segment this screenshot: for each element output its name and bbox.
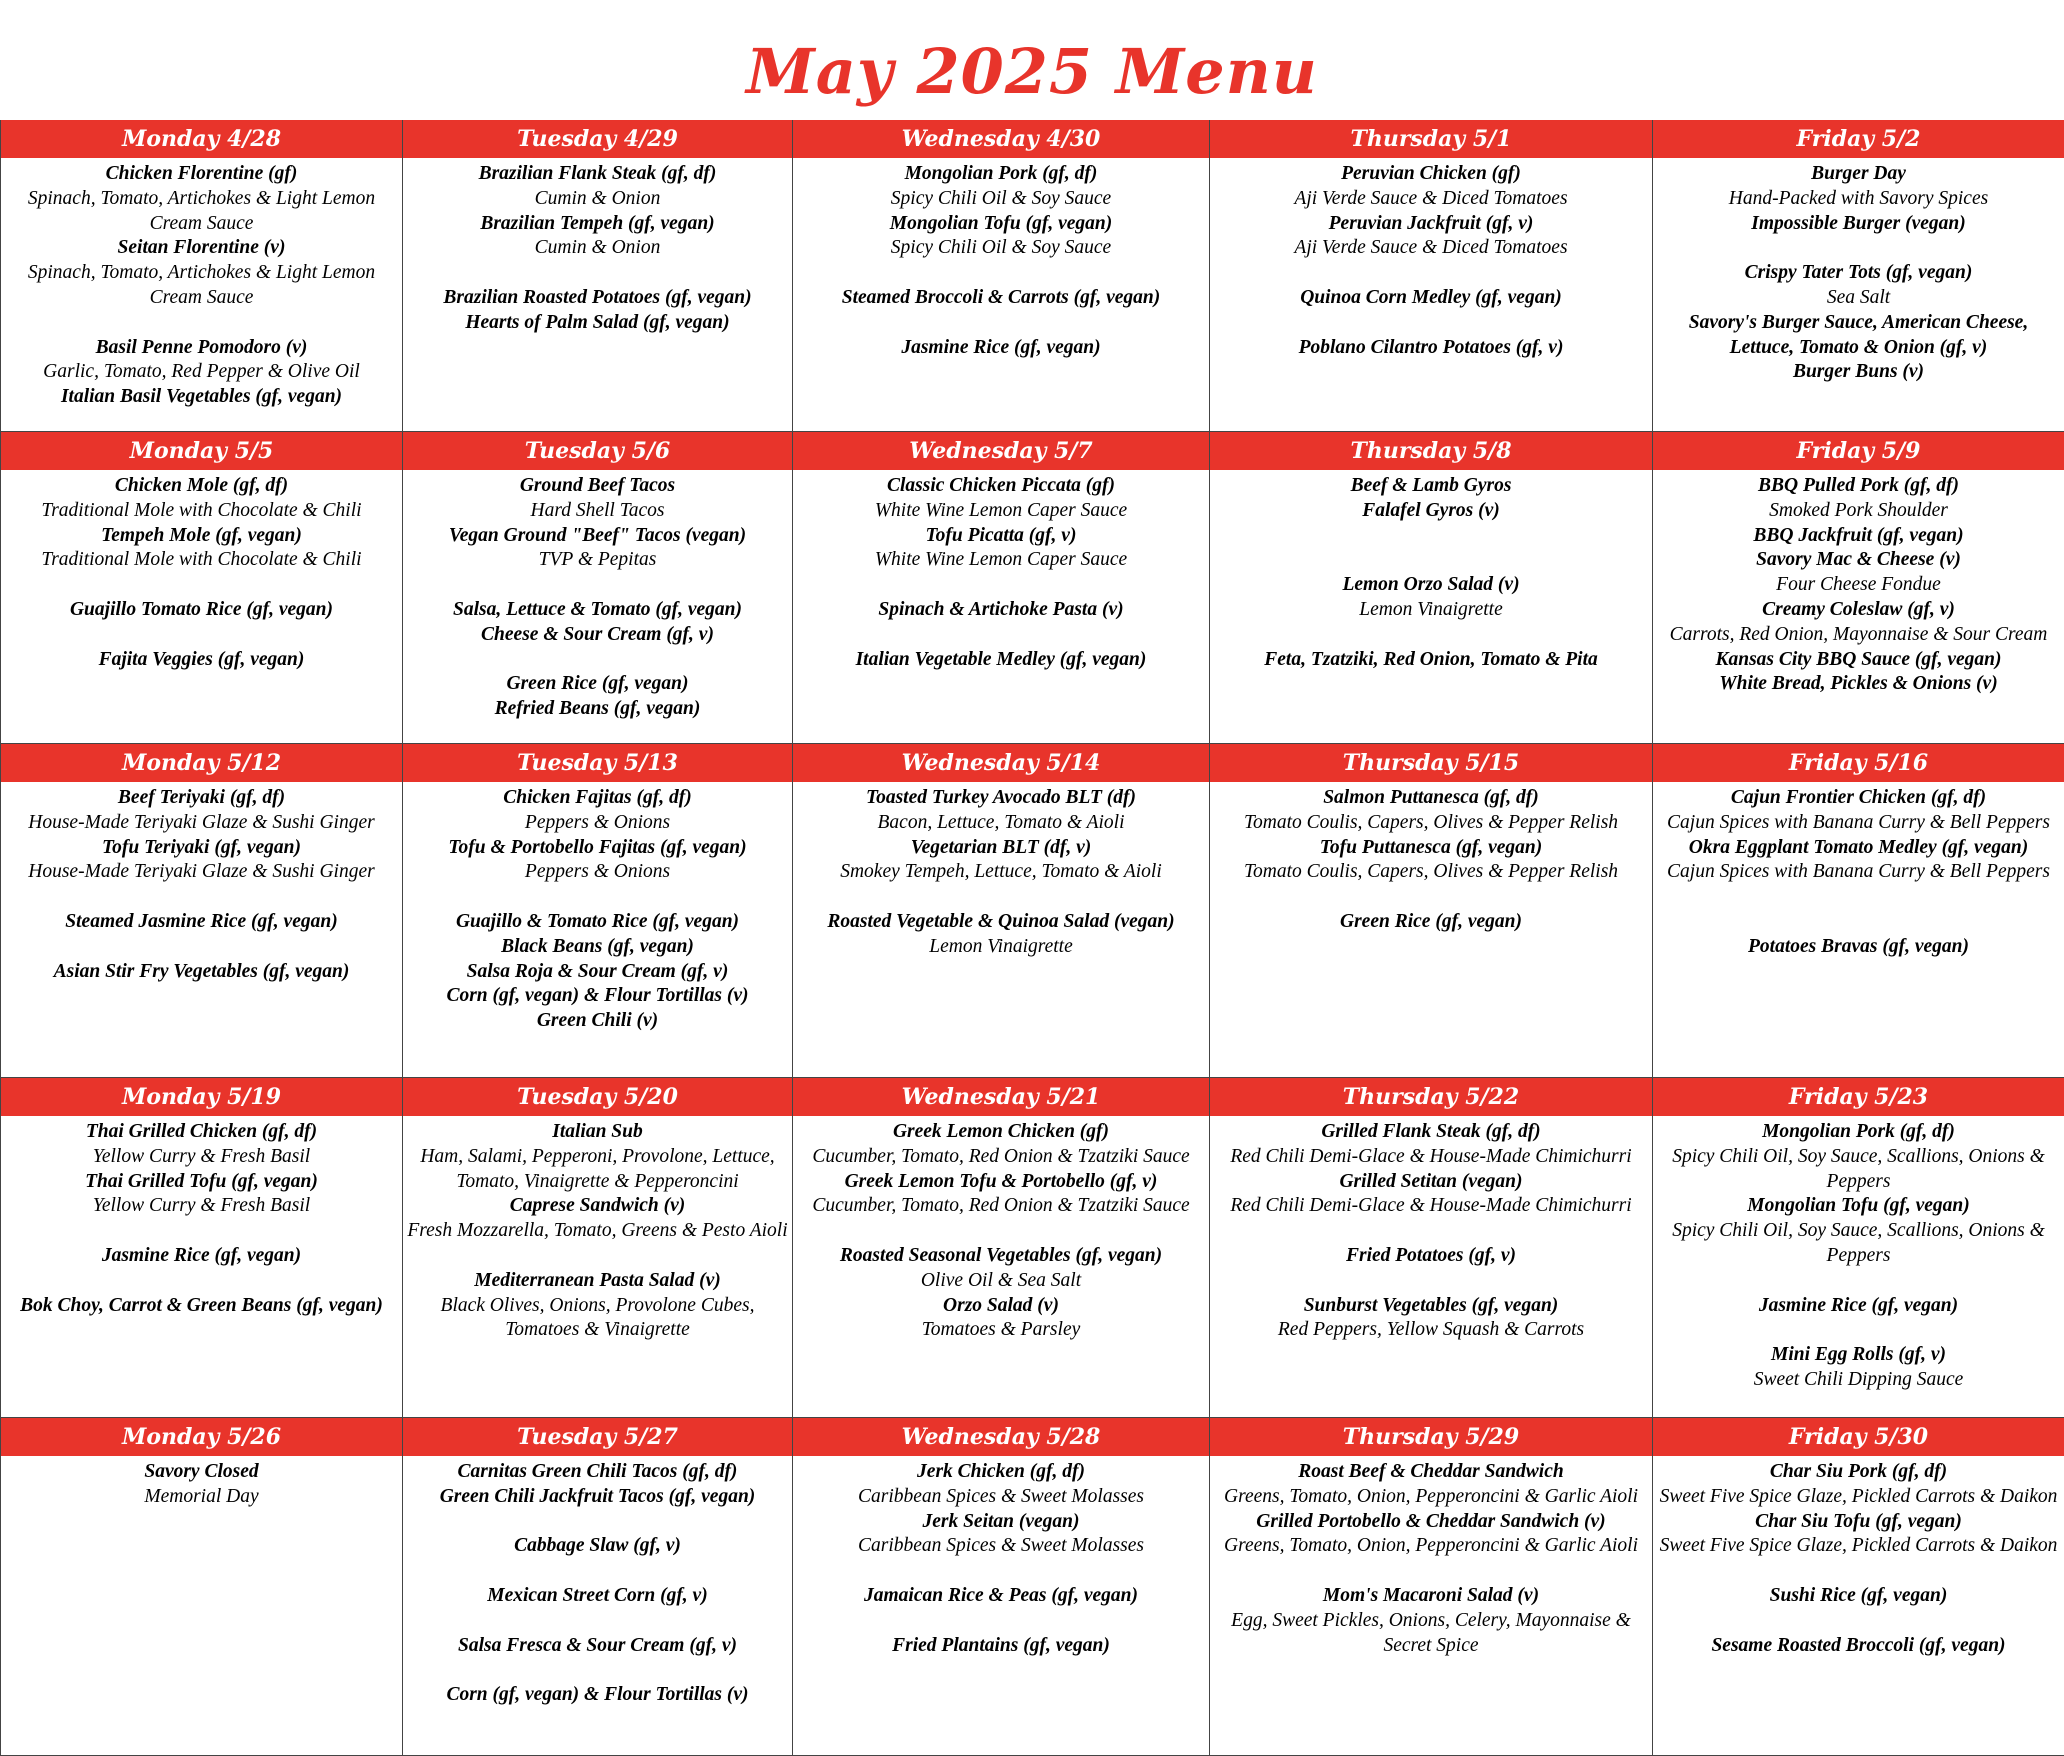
menu-item-description: Greens, Tomato, Onion, Pepperoncini & Garlic Aioli (1224, 1485, 1638, 1507)
day-cell (1653, 432, 2064, 744)
menu-item-name: Tofu Teriyaki (gf, vegan) (102, 836, 301, 858)
menu-item-name: Chicken Florentine (gf) (105, 163, 298, 184)
day-header: Thursday 5/29 (1210, 1418, 1652, 1456)
menu-item-description: Bacon, Lettuce, Tomato & Aioli (877, 811, 1125, 833)
menu-item-name: Creamy Coleslaw (gf, v) (1762, 598, 1955, 620)
spacer-line (407, 261, 788, 286)
menu-item-name: Italian Vegetable Medley (gf, vegan) (855, 648, 1147, 670)
menu-item-name: Guajillo & Tomato Rice (gf, vegan) (455, 910, 740, 932)
spacer-line (1657, 1559, 2060, 1584)
menu-item-description: White Wine Lemon Caper Sauce (874, 549, 1128, 571)
menu-item-description: Ham, Salami, Pepperoni, Provolone, Lettuce, Tomato, Vinaigrette & Pepperoncini (420, 1145, 775, 1192)
menu-item-name: Roasted Seasonal Vegetables (gf, vegan) (839, 1244, 1163, 1266)
menu-item-name: Bok Choy, Carrot & Green Beans (gf, vegan) (20, 1294, 383, 1316)
day-header: Wednesday 4/30 (793, 120, 1209, 158)
menu-item-name: Salmon Puttanesca (gf, df) (1323, 787, 1539, 808)
day-header: Thursday 5/8 (1210, 432, 1652, 470)
menu-item-name: Carnitas Green Chili Tacos (gf, df) (457, 1461, 738, 1482)
day-cell (793, 1078, 1210, 1418)
menu-items (1210, 782, 1652, 941)
day-header: Tuesday 5/27 (403, 1418, 792, 1456)
menu-items (1653, 782, 2064, 966)
menu-item-name: Classic Chicken Piccata (gf) (886, 475, 1115, 496)
menu-items (1653, 1456, 2064, 1664)
menu-item-name: Mediterranean Pasta Salad (v) (474, 1269, 721, 1291)
menu-item-description: Yellow Curry & Fresh Basil (92, 1195, 311, 1217)
menu-items (403, 1456, 792, 1714)
day-cell (1210, 1418, 1653, 1756)
menu-items (793, 1116, 1209, 1349)
menu-item-name: Tofu Picatta (gf, v) (925, 524, 1077, 546)
spacer-line (797, 311, 1205, 336)
menu-item-name: Jasmine Rice (gf, vegan) (1758, 1294, 1959, 1316)
menu-item-name: Cajun Frontier Chicken (gf, df) (1730, 787, 1987, 808)
menu-item-description: Cucumber, Tomato, Red Onion & Tzatziki Sauce (812, 1145, 1190, 1167)
spacer-line (1214, 623, 1648, 648)
menu-item-name: Burger Buns (v) (1792, 361, 1925, 383)
spacer-line (5, 885, 398, 910)
menu-item-description: Olive Oil & Sea Salt (920, 1269, 1082, 1291)
day-header: Friday 5/23 (1653, 1078, 2064, 1116)
menu-item-name: Grilled Setitan (vegan) (1339, 1170, 1523, 1192)
spacer-line (407, 1559, 788, 1584)
menu-item-name: Mexican Street Corn (gf, v) (487, 1584, 708, 1606)
menu-item-description: Hand-Packed with Savory Spices (1728, 187, 1989, 209)
menu-item-description: Memorial Day (144, 1485, 259, 1507)
menu-item-description: Cumin & Onion (534, 237, 661, 259)
menu-item-name: Jamaican Rice & Peas (gf, vegan) (863, 1584, 1139, 1606)
spacer-line (5, 935, 398, 960)
menu-item-description: Garlic, Tomato, Red Pepper & Olive Oil (43, 361, 360, 383)
menu-item-name: Greek Lemon Chicken (gf) (892, 1121, 1110, 1142)
menu-item-description: Aji Verde Sauce & Diced Tomatoes (1294, 237, 1568, 259)
day-header: Friday 5/30 (1653, 1418, 2064, 1456)
menu-items (793, 782, 1209, 966)
menu-item-name: Brazilian Roasted Potatoes (gf, vegan) (443, 286, 752, 308)
day-header: Tuesday 4/29 (403, 120, 792, 158)
menu-item-name: Char Siu Pork (gf, df) (1769, 1461, 1948, 1482)
menu-item-name: Black Beans (gf, vegan) (501, 935, 694, 957)
spacer-line (5, 1269, 398, 1294)
spacer-line (797, 261, 1205, 286)
menu-item-name: Tempeh Mole (gf, vegan) (101, 524, 302, 546)
menu-items (1, 158, 402, 416)
menu-item-name: Kansas City BBQ Sauce (gf, vegan) (1715, 648, 2002, 670)
menu-item-name: Okra Eggplant Tomato Medley (gf, vegan) (1688, 836, 2029, 858)
menu-item-description: Yellow Curry & Fresh Basil (92, 1145, 311, 1167)
menu-items (1, 470, 402, 678)
menu-item-name: Vegan Ground "Beef" Tacos (vegan) (448, 524, 747, 546)
day-header: Tuesday 5/6 (403, 432, 792, 470)
menu-item-name: Brazilian Flank Steak (gf, df) (478, 163, 717, 184)
day-cell (1653, 1078, 2064, 1418)
menu-item-description: Spicy Chili Oil, Soy Sauce, Scallions, Onions & Peppers (1672, 1220, 2045, 1266)
menu-item-name: Savory's Burger Sauce, American Cheese, Lettuce, Tomato & Onion (gf, v) (1688, 311, 2029, 358)
menu-item-description: Caribbean Spices & Sweet Molasses (858, 1535, 1144, 1557)
spacer-line (5, 311, 398, 336)
menu-item-name: Sunburst Vegetables (gf, vegan) (1303, 1294, 1559, 1316)
menu-item-name: Thai Grilled Chicken (gf, df) (85, 1121, 318, 1142)
spacer-line (797, 1219, 1205, 1244)
menu-item-name: Fried Plantains (gf, vegan) (892, 1634, 1110, 1656)
menu-item-description: Tomato Coulis, Capers, Olives & Pepper Relish (1243, 861, 1619, 883)
menu-items (1653, 1116, 2064, 1399)
day-cell (1210, 1078, 1653, 1418)
menu-item-description: Peppers & Onions (524, 861, 671, 883)
menu-item-name: Cheese & Sour Cream (gf, v) (481, 623, 714, 645)
menu-item-name: Salsa Fresca & Sour Cream (gf, v) (458, 1634, 737, 1656)
menu-item-description: House-Made Teriyaki Glaze & Sushi Ginger (28, 811, 375, 833)
day-header: Thursday 5/15 (1210, 744, 1652, 782)
spacer-line (797, 1609, 1205, 1634)
menu-item-name: Cabbage Slaw (gf, v) (514, 1535, 681, 1557)
day-cell (1, 744, 403, 1078)
day-header: Friday 5/2 (1653, 120, 2064, 158)
menu-item-name: Mongolian Tofu (gf, vegan) (889, 212, 1113, 234)
menu-item-name: Sushi Rice (gf, vegan) (1769, 1584, 1948, 1606)
menu-item-name: Feta, Tzatziki, Red Onion, Tomato & Pita (1264, 648, 1598, 670)
menu-item-name: Mongolian Tofu (gf, vegan) (1747, 1195, 1970, 1217)
menu-item-name: Tofu & Portobello Fajitas (gf, vegan) (448, 836, 747, 858)
day-cell (403, 1078, 793, 1418)
menu-item-description: Spinach, Tomato, Artichokes & Light Lemon Cream Sauce (27, 187, 376, 234)
menu-item-name: Jasmine Rice (gf, vegan) (101, 1244, 302, 1266)
menu-item-name: Fajita Veggies (gf, vegan) (98, 648, 305, 670)
day-header: Monday 5/12 (1, 744, 402, 782)
spacer-line (797, 885, 1205, 910)
menu-item-description: Sweet Five Spice Glaze, Pickled Carrots & Daikon (1659, 1535, 2058, 1557)
day-cell (1653, 120, 2064, 432)
menu-item-description: Smoked Pork Shoulder (1769, 499, 1948, 521)
day-cell (1, 432, 403, 744)
menu-items (793, 158, 1209, 366)
menu-item-description: Red Peppers, Yellow Squash & Carrots (1277, 1319, 1585, 1341)
menu-item-name: Mongolian Pork (gf, df) (904, 163, 1098, 184)
spacer-line (797, 1559, 1205, 1584)
menu-item-description: Cajun Spices with Banana Curry & Bell Peppers (1667, 811, 2050, 833)
spacer-line (5, 623, 398, 648)
spacer-line (1214, 548, 1648, 573)
spacer-line (1657, 1609, 2060, 1634)
day-header: Wednesday 5/14 (793, 744, 1209, 782)
menu-item-name: Hearts of Palm Salad (gf, vegan) (465, 311, 730, 333)
menu-item-description: Sweet Chili Dipping Sauce (1753, 1368, 1964, 1390)
day-cell (1210, 744, 1653, 1078)
menu-item-description: Spinach, Tomato, Artichokes & Light Lemon Cream Sauce (27, 262, 376, 308)
menu-item-name: Impossible Burger (vegan) (1751, 212, 1966, 234)
day-cell (403, 1418, 793, 1756)
menu-item-name: Jerk Seitan (vegan) (922, 1510, 1080, 1532)
menu-item-name: Grilled Portobello & Cheddar Sandwich (v) (1256, 1510, 1606, 1532)
menu-item-description: Traditional Mole with Chocolate & Chili (41, 549, 362, 571)
menu-item-description: Spicy Chili Oil & Soy Sauce (890, 237, 1112, 259)
spacer-line (407, 885, 788, 910)
menu-item-name: Savory Closed (144, 1461, 259, 1482)
spacer-line (407, 573, 788, 598)
menu-item-name: Mini Egg Rolls (gf, v) (1771, 1344, 1946, 1366)
menu-item-name: Lemon Orzo Salad (v) (1342, 574, 1520, 596)
menu-item-name: Green Rice (gf, vegan) (506, 673, 689, 695)
menu-items (793, 470, 1209, 678)
menu-item-name: Orzo Salad (v) (943, 1294, 1059, 1316)
menu-item-name: Ground Beef Tacos (519, 475, 676, 496)
menu-items (1, 1116, 402, 1324)
spacer-line (5, 573, 398, 598)
spacer-line (407, 1510, 788, 1535)
menu-item-description: Cajun Spices with Banana Curry & Bell Peppers (1667, 861, 2050, 883)
menu-item-description: Sweet Five Spice Glaze, Pickled Carrots & Daikon (1659, 1485, 2058, 1507)
menu-item-name: Corn (gf, vegan) & Flour Tortillas (v) (446, 985, 749, 1007)
menu-item-description: Carrots, Red Onion, Mayonnaise & Sour Cream (1669, 623, 2048, 645)
menu-item-description: Lemon Vinaigrette (929, 935, 1073, 957)
menu-item-description: Fresh Mozzarella, Tomato, Greens & Pesto Aioli (407, 1220, 788, 1242)
menu-item-name: Fried Potatoes (gf, v) (1345, 1244, 1517, 1266)
menu-item-description: Tomato Coulis, Capers, Olives & Pepper Relish (1243, 811, 1619, 833)
menu-item-name: Green Chili Jackfruit Tacos (gf, vegan) (439, 1485, 756, 1507)
menu-items (1210, 1116, 1652, 1349)
menu-item-description: White Wine Lemon Caper Sauce (874, 499, 1128, 521)
menu-item-name: Potatoes Bravas (gf, vegan) (1748, 935, 1969, 957)
day-cell (1653, 744, 2064, 1078)
day-header: Monday 5/5 (1, 432, 402, 470)
menu-item-name: Greek Lemon Tofu & Portobello (gf, v) (844, 1170, 1158, 1192)
menu-item-name: Jerk Chicken (gf, df) (917, 1461, 1085, 1482)
day-cell (403, 744, 793, 1078)
menu-item-name: Grilled Flank Steak (gf, df) (1321, 1121, 1541, 1142)
menu-item-description: Cucumber, Tomato, Red Onion & Tzatziki Sauce (812, 1195, 1190, 1217)
spacer-line (407, 1609, 788, 1634)
menu-item-description: TVP & Pepitas (538, 549, 657, 571)
day-header: Friday 5/16 (1653, 744, 2064, 782)
spacer-line (1214, 885, 1648, 910)
menu-item-description: Smokey Tempeh, Lettuce, Tomato & Aioli (840, 861, 1162, 883)
menu-item-name: Corn (gf, vegan) & Flour Tortillas (v) (446, 1684, 749, 1706)
day-cell (1210, 120, 1653, 432)
menu-item-name: Salsa Roja & Sour Cream (gf, v) (466, 960, 729, 982)
spacer-line (1657, 1318, 2060, 1343)
spacer-line (407, 648, 788, 673)
spacer-line (1214, 1219, 1648, 1244)
day-cell (793, 744, 1210, 1078)
day-header: Thursday 5/22 (1210, 1078, 1652, 1116)
day-cell (793, 120, 1210, 432)
spacer-line (407, 1244, 788, 1269)
menu-items (1653, 470, 2064, 703)
day-cell (793, 432, 1210, 744)
menu-item-name: Sesame Roasted Broccoli (gf, vegan) (1711, 1634, 2006, 1656)
menu-calendar-grid (0, 120, 2064, 1756)
menu-item-name: Seitan Florentine (v) (117, 237, 286, 259)
day-cell (403, 120, 793, 432)
menu-item-name: BBQ Pulled Pork (gf, df) (1758, 475, 1959, 496)
spacer-line (1214, 1559, 1648, 1584)
menu-item-description: Hard Shell Tacos (530, 499, 665, 521)
menu-item-name: Asian Stir Fry Vegetables (gf, vegan) (53, 960, 350, 982)
spacer-line (797, 573, 1205, 598)
day-cell (1653, 1418, 2064, 1756)
day-cell (1, 1078, 403, 1418)
spacer-line (1657, 236, 2060, 261)
day-cell (403, 432, 793, 744)
menu-items (1210, 470, 1652, 678)
menu-items (793, 1456, 1209, 1664)
menu-item-name: Mongolian Pork (gf, df) (1762, 1121, 1955, 1142)
day-header: Tuesday 5/20 (403, 1078, 792, 1116)
menu-item-name: BBQ Jackfruit (gf, vegan) (1753, 524, 1964, 546)
day-header: Monday 5/26 (1, 1418, 402, 1456)
menu-item-name: Steamed Broccoli & Carrots (gf, vegan) (841, 286, 1161, 308)
menu-item-name: Steamed Jasmine Rice (gf, vegan) (65, 910, 338, 932)
menu-item-description: Sea Salt (1826, 286, 1891, 308)
menu-item-description: Black Olives, Onions, Provolone Cubes, Tomatoes & Vinaigrette (440, 1294, 755, 1341)
menu-item-name: Mom's Macaroni Salad (v) (1322, 1584, 1540, 1606)
day-header: Wednesday 5/28 (793, 1418, 1209, 1456)
menu-item-name: Guajillo Tomato Rice (gf, vegan) (69, 598, 334, 620)
menu-item-description: Spicy Chili Oil, Soy Sauce, Scallions, Onions & Peppers (1672, 1145, 2045, 1192)
menu-item-name: Vegetarian BLT (df, v) (910, 836, 1092, 858)
menu-items (1, 1456, 402, 1516)
menu-item-name: Beef & Lamb Gyros (1350, 475, 1512, 496)
menu-item-description: Peppers & Onions (524, 811, 671, 833)
spacer-line (5, 1219, 398, 1244)
menu-items (403, 470, 792, 728)
menu-item-name: Roasted Vegetable & Quinoa Salad (vegan) (827, 910, 1175, 932)
menu-item-description: Spicy Chili Oil & Soy Sauce (890, 187, 1112, 209)
menu-item-name: Char Siu Tofu (gf, vegan) (1755, 1510, 1962, 1532)
menu-item-description: Cumin & Onion (534, 187, 661, 209)
menu-item-name: Refried Beans (gf, vegan) (494, 698, 701, 720)
menu-item-description: Caribbean Spices & Sweet Molasses (858, 1485, 1144, 1507)
menu-item-name: Basil Penne Pomodoro (v) (95, 336, 308, 358)
menu-item-name: Green Rice (gf, vegan) (1340, 910, 1522, 932)
menu-item-name: Green Chili (v) (536, 1010, 659, 1032)
menu-item-name: Brazilian Tempeh (gf, vegan) (480, 212, 715, 234)
menu-item-name: Burger Day (1811, 163, 1906, 184)
menu-item-name: Quinoa Corn Medley (gf, vegan) (1300, 286, 1562, 308)
spacer-line (1214, 524, 1648, 549)
menu-item-name: Spinach & Artichoke Pasta (v) (878, 598, 1124, 620)
menu-items (403, 1116, 792, 1349)
day-header: Wednesday 5/7 (793, 432, 1209, 470)
menu-item-description: Lemon Vinaigrette (1359, 598, 1503, 620)
menu-item-description: Egg, Sweet Pickles, Onions, Celery, Mayonnaise & Secret Spice (1231, 1609, 1631, 1656)
menu-item-name: Chicken Mole (gf, df) (114, 475, 289, 496)
menu-item-description: Traditional Mole with Chocolate & Chili (41, 499, 362, 521)
day-header: Thursday 5/1 (1210, 120, 1652, 158)
menu-items (1, 782, 402, 990)
spacer-line (1657, 1269, 2060, 1294)
spacer-line (1214, 311, 1648, 336)
spacer-line (1657, 885, 2060, 910)
day-header: Wednesday 5/21 (793, 1078, 1209, 1116)
menu-items (403, 158, 792, 342)
menu-item-name: Crispy Tater Tots (gf, vegan) (1744, 262, 1973, 284)
spacer-line (1214, 261, 1648, 286)
menu-item-name: Thai Grilled Tofu (gf, vegan) (85, 1170, 318, 1192)
menu-item-name: Roast Beef & Cheddar Sandwich (1298, 1461, 1564, 1482)
menu-item-description: Four Cheese Fondue (1776, 574, 1941, 596)
menu-item-name: Italian Sub (552, 1121, 643, 1142)
day-header: Tuesday 5/13 (403, 744, 792, 782)
menu-item-name: Poblano Cilantro Potatoes (gf, v) (1298, 336, 1564, 358)
menu-item-name: Tofu Puttanesca (gf, vegan) (1319, 836, 1543, 858)
day-header: Monday 4/28 (1, 120, 402, 158)
menu-item-description: Tomatoes & Parsley (921, 1319, 1081, 1341)
menu-item-name: Peruvian Chicken (gf) (1341, 163, 1521, 184)
menu-item-description: Greens, Tomato, Onion, Pepperoncini & Garlic Aioli (1224, 1535, 1638, 1557)
menu-item-name: Salsa, Lettuce & Tomato (gf, vegan) (452, 598, 743, 620)
menu-item-name: White Bread, Pickles & Onions (v) (1719, 673, 1998, 695)
menu-items (1653, 158, 2064, 391)
menu-items (1210, 1456, 1652, 1664)
page-title: May 2025 Menu (746, 35, 1318, 108)
menu-item-description: House-Made Teriyaki Glaze & Sushi Ginger (28, 861, 375, 883)
menu-item-name: Chicken Fajitas (gf, df) (503, 787, 692, 808)
menu-item-name: Toasted Turkey Avocado BLT (df) (865, 787, 1137, 808)
day-cell (1, 1418, 403, 1756)
menu-item-description: Aji Verde Sauce & Diced Tomatoes (1294, 187, 1568, 209)
menu-items (403, 782, 792, 1040)
day-cell (793, 1418, 1210, 1756)
menu-item-description: Red Chili Demi-Glace & House-Made Chimichurri (1230, 1195, 1632, 1217)
menu-item-name: Beef Teriyaki (gf, df) (117, 787, 286, 808)
spacer-line (1657, 910, 2060, 935)
spacer-line (407, 1658, 788, 1683)
menu-item-name: Peruvian Jackfruit (gf, v) (1328, 212, 1534, 234)
spacer-line (1214, 1269, 1648, 1294)
menu-item-name: Falafel Gyros (v) (1362, 499, 1500, 521)
day-cell (1, 120, 403, 432)
menu-item-name: Savory Mac & Cheese (v) (1756, 549, 1961, 571)
spacer-line (797, 623, 1205, 648)
menu-item-name: Caprese Sandwich (v) (509, 1195, 686, 1217)
day-header: Friday 5/9 (1653, 432, 2064, 470)
day-cell (1210, 432, 1653, 744)
day-header: Monday 5/19 (1, 1078, 402, 1116)
menu-items (1210, 158, 1652, 366)
menu-item-description: Red Chili Demi-Glace & House-Made Chimichurri (1230, 1145, 1632, 1167)
menu-item-name: Jasmine Rice (gf, vegan) (901, 336, 1101, 358)
menu-item-name: Italian Basil Vegetables (gf, vegan) (60, 386, 343, 408)
